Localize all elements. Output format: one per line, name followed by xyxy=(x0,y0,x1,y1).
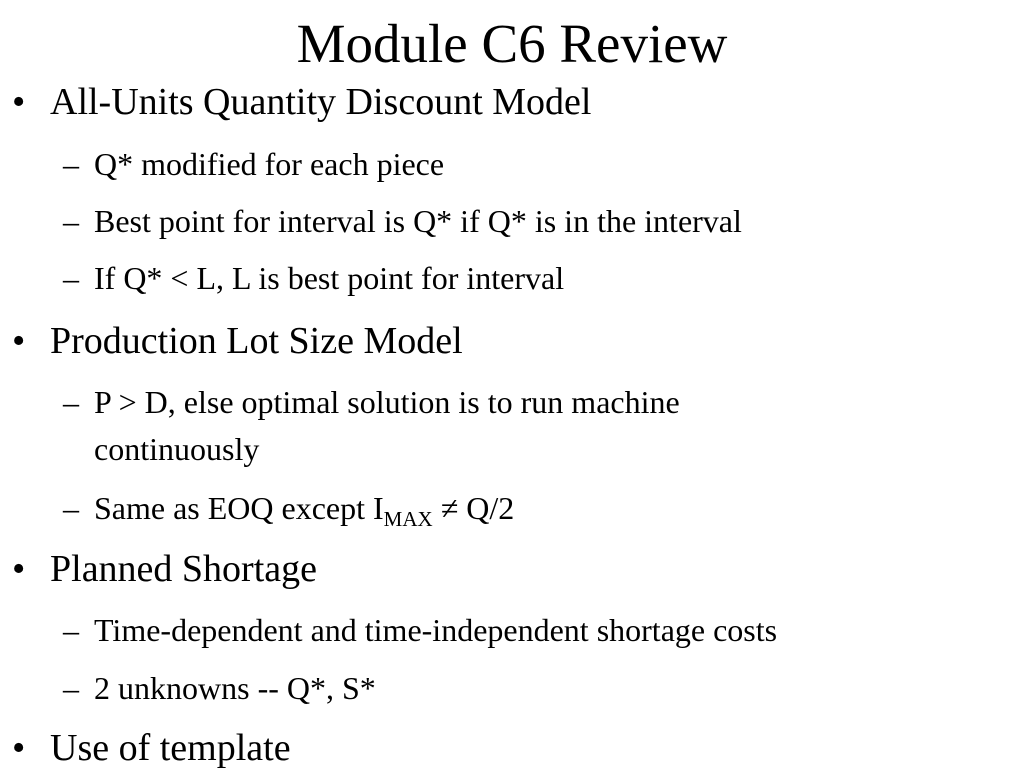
sub-bullet-text: Time-dependent and time-independent shortage costs xyxy=(94,612,778,648)
dash-marker: – xyxy=(63,490,79,526)
bullet-text: Use of template xyxy=(50,727,291,768)
sub-bullet-text xyxy=(94,485,514,531)
dash-marker: – xyxy=(63,384,79,420)
dash-marker: – xyxy=(63,670,79,706)
dash-marker: – xyxy=(63,260,79,296)
bullet-text: Production Lot Size Model xyxy=(50,320,463,362)
imax-prefix: Same as EOQ except I xyxy=(94,490,384,526)
slide-title: Module C6 Review xyxy=(296,13,728,74)
sub-bullet-text: 2 unknowns -- Q*, S* xyxy=(94,670,376,706)
dash-marker: – xyxy=(63,146,79,182)
bullet-marker: • xyxy=(12,320,26,362)
sub-bullet-text: If Q* < L, L is best point for interval xyxy=(94,260,565,296)
dash-marker: – xyxy=(63,612,79,648)
sub-bullet-text-continued: continuously xyxy=(94,431,260,467)
bullet-marker: • xyxy=(12,548,26,590)
bullet-text: Planned Shortage xyxy=(50,548,318,590)
bullet-marker: • xyxy=(12,727,26,768)
dash-marker: – xyxy=(63,203,79,239)
imax-subscript: MAX xyxy=(383,507,433,531)
sub-bullet-text: Best point for interval is Q* if Q* is in the interval xyxy=(94,203,742,239)
sub-bullet-text: Q* modified for each piece xyxy=(94,146,445,182)
bullet-marker: • xyxy=(12,81,26,123)
sub-bullet-text: P > D, else optimal solution is to run machine xyxy=(94,384,680,420)
imax-suffix: ≠ Q/2 xyxy=(432,490,515,526)
bullet-text: All-Units Quantity Discount Model xyxy=(50,81,592,123)
